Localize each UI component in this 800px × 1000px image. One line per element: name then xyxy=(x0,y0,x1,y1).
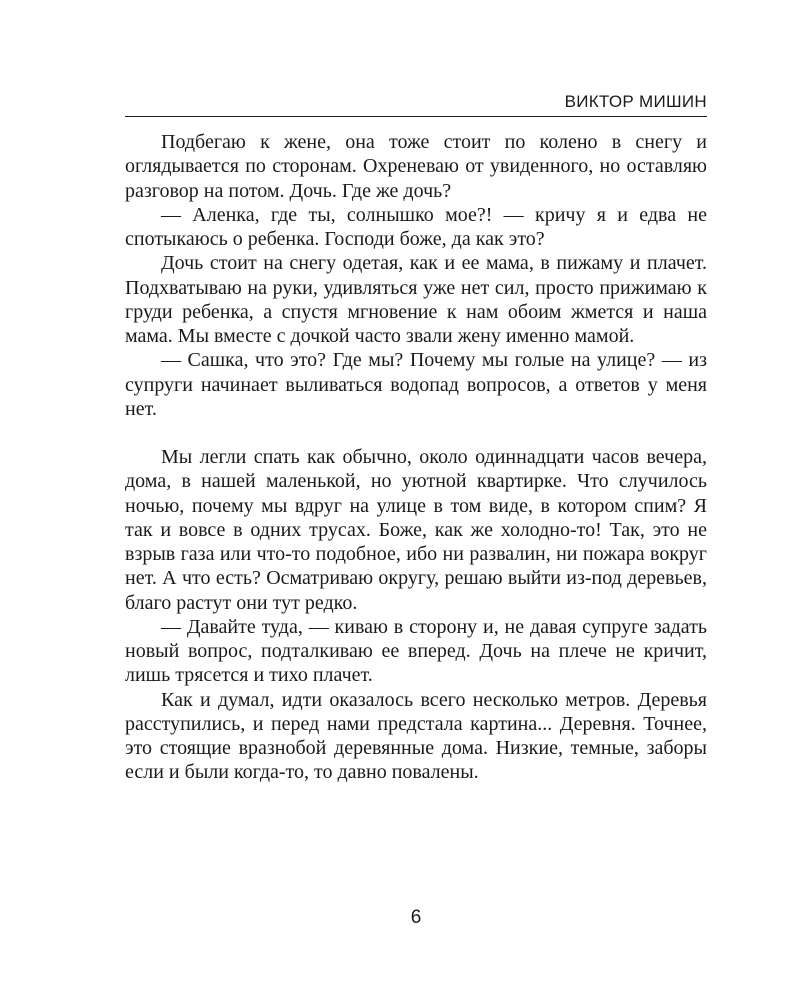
header-rule xyxy=(125,116,707,117)
paragraph: Как и думал, идти оказалось всего несколько метров. Деревья расступились, и перед нами предстала картина... Деревня. Точнее, это стоящие вразнобой деревянные дома. Низкие, темные, заборы если и были когда-то, то давно повалены. xyxy=(125,688,707,784)
paragraph: Дочь стоит на снегу одетая, как и ее мама, в пижаму и плачет. Подхватываю на руки, удивляться уже нет сил, просто прижимаю к груди ребенка, а спустя мгновение к нам обоим жмется и наша мама. Мы вместе с дочкой часто звали жену именно мамой. xyxy=(125,252,707,347)
page-body xyxy=(125,130,707,785)
paragraph: Мы легли спать как обычно, около одиннадцати часов вечера, дома, в нашей маленькой, но уютной квартирке. Что случилось ночью, почему мы вдруг на улице в том виде, в котором спим? Я так и вовсе в одних трусах. Боже, как же холодно-то! Так, это не взрыв газа или что-то подобное, ибо ни развалин, ни пожара вокруг нет. А что есть? Осматриваю округу, решаю выйти из-под деревьев, благо растут они тут редко. xyxy=(125,446,707,614)
running-header-author: ВИКТОР МИШИН xyxy=(564,92,707,111)
paragraph: Подбегаю к жене, она тоже стоит по колено в снегу и оглядывается по сторонам. Охреневаю от увиденного, но оставляю разговор на потом. Дочь. Где же дочь? xyxy=(125,131,707,202)
paragraph: — Аленка, где ты, солнышко мое?! — кричу я и едва не спотыкаюсь о ребенка. Господи боже, да как это? xyxy=(125,203,707,250)
page-number: 6 xyxy=(410,907,422,928)
paragraph: — Давайте туда, — киваю в сторону и, не давая супруге задать новый вопрос, подталкиваю ее вперед. Дочь на плече не кричит, лишь трясется и тихо плачет. xyxy=(125,615,707,687)
paragraph: — Сашка, что это? Где мы? Почему мы голые на улице? — из супруги начинает выливаться водопад вопросов, а ответов у меня нет. xyxy=(125,349,707,420)
